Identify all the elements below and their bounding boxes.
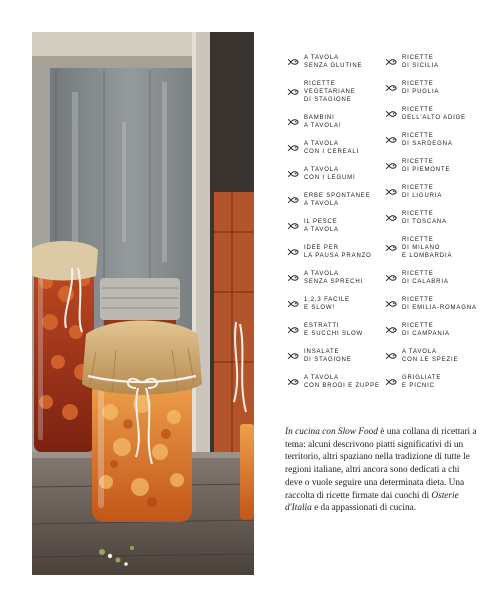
snail-bullet-icon bbox=[287, 326, 299, 334]
series-item bbox=[287, 80, 380, 104]
series-title: RICETTE DI CAMPANIA bbox=[402, 323, 450, 337]
series-item bbox=[385, 270, 477, 286]
snail-bullet-icon bbox=[287, 352, 299, 360]
series-name: In cucina con Slow Food bbox=[285, 427, 378, 437]
snail-bullet-icon bbox=[385, 136, 397, 144]
series-title: GRIGLIATE E PICNIC bbox=[402, 375, 442, 389]
series-title: IL PESCE A TAVOLA bbox=[304, 219, 339, 233]
series-item bbox=[287, 374, 380, 390]
series-item bbox=[385, 348, 477, 364]
series-item bbox=[287, 54, 380, 70]
series-item bbox=[385, 374, 477, 390]
snail-bullet-icon bbox=[287, 58, 299, 66]
series-item bbox=[385, 184, 477, 200]
series-title: A TAVOLA SENZA SPRECHI bbox=[304, 271, 364, 285]
series-list-left bbox=[287, 54, 380, 390]
series-title: RICETTE VEGETARIANE DI STAGIONE bbox=[304, 81, 356, 103]
snail-bullet-icon bbox=[385, 58, 397, 66]
series-title: A TAVOLA SENZA GLUTINE bbox=[304, 55, 363, 69]
series-title: ESTRATTI E SUCCHI SLOW bbox=[304, 323, 364, 337]
preserved-jars-photo bbox=[32, 32, 254, 575]
snail-bullet-icon bbox=[287, 170, 299, 178]
snail-bullet-icon bbox=[385, 162, 397, 170]
series-item bbox=[385, 158, 477, 174]
series-title: A TAVOLA CON I CEREALI bbox=[304, 141, 360, 155]
series-item bbox=[287, 296, 380, 312]
snail-bullet-icon bbox=[287, 88, 299, 96]
series-title: A TAVOLA CON I LEGUMI bbox=[304, 167, 356, 181]
series-title: RICETTE DI CALABRIA bbox=[402, 271, 449, 285]
series-title: RICETTE DI SICILIA bbox=[402, 55, 439, 69]
snail-bullet-icon bbox=[287, 300, 299, 308]
snail-bullet-icon bbox=[385, 214, 397, 222]
series-item bbox=[287, 270, 380, 286]
series-item bbox=[385, 80, 477, 96]
snail-bullet-icon bbox=[385, 274, 397, 282]
snail-bullet-icon bbox=[385, 110, 397, 118]
snail-bullet-icon bbox=[385, 300, 397, 308]
series-title: IDEE PER LA PAUSA PRANZO bbox=[304, 245, 372, 259]
snail-bullet-icon bbox=[385, 244, 397, 252]
series-description bbox=[285, 426, 477, 515]
series-title: RICETTE DELL'ALTO ADIGE bbox=[402, 107, 467, 121]
series-title: RICETTE DI PUGLIA bbox=[402, 81, 440, 95]
series-title: INSALATE DI STAGIONE bbox=[304, 349, 352, 363]
series-item bbox=[287, 348, 380, 364]
series-title: RICETTE DI PIEMONTE bbox=[402, 159, 451, 173]
series-list-right bbox=[385, 54, 477, 390]
series-item bbox=[287, 140, 380, 156]
snail-bullet-icon bbox=[385, 352, 397, 360]
series-item bbox=[385, 322, 477, 338]
series-title: RICETTE DI LIGURIA bbox=[402, 185, 443, 199]
snail-bullet-icon bbox=[287, 144, 299, 152]
snail-bullet-icon bbox=[385, 84, 397, 92]
snail-bullet-icon bbox=[287, 274, 299, 282]
snail-bullet-icon bbox=[385, 188, 397, 196]
series-item bbox=[287, 218, 380, 234]
snail-bullet-icon bbox=[287, 378, 299, 386]
series-title: RICETTE DI SARDEGNA bbox=[402, 133, 453, 147]
snail-bullet-icon bbox=[385, 326, 397, 334]
series-item bbox=[287, 192, 380, 208]
series-title: RICETTE DI MILANO E LOMBARDIA bbox=[402, 237, 453, 259]
snail-bullet-icon bbox=[287, 118, 299, 126]
series-title: 1,2,3 FACILE E SLOW! bbox=[304, 297, 350, 311]
guide-name: Osterie d'Italia bbox=[285, 490, 459, 514]
series-item bbox=[385, 106, 477, 122]
series-item bbox=[385, 236, 477, 260]
snail-bullet-icon bbox=[385, 378, 397, 386]
series-title: BAMBINI A TAVOLA! bbox=[304, 115, 342, 129]
series-title: A TAVOLA CON BRODI E ZUPPE bbox=[304, 375, 380, 389]
series-item bbox=[287, 322, 380, 338]
series-item bbox=[287, 166, 380, 182]
series-title: ERBE SPONTANEE A TAVOLA bbox=[304, 193, 371, 207]
description-text-end: e da appassionati di cucina. bbox=[311, 503, 417, 514]
series-item bbox=[287, 114, 380, 130]
series-item bbox=[385, 210, 477, 226]
series-item bbox=[385, 54, 477, 70]
description-text: è una collana di ricettari a tema: alcuni descrivono piatti significativi di un territorio, altri spaziano nella tradizione di tutte le regioni italiane, altri ancora sono dedicati a chi deve o vuole seguire una determinata dieta. Una raccolta di ricette firmate dai cuochi di bbox=[285, 427, 477, 501]
series-title: RICETTE DI TOSCANA bbox=[402, 211, 447, 225]
snail-bullet-icon bbox=[287, 248, 299, 256]
series-title: RICETTE DI EMILIA-ROMAGNA bbox=[402, 297, 477, 311]
series-title: A TAVOLA CON LE SPEZIE bbox=[402, 349, 459, 363]
snail-bullet-icon bbox=[287, 196, 299, 204]
snail-bullet-icon bbox=[287, 222, 299, 230]
series-item bbox=[385, 296, 477, 312]
series-item bbox=[287, 244, 380, 260]
series-item bbox=[385, 132, 477, 148]
